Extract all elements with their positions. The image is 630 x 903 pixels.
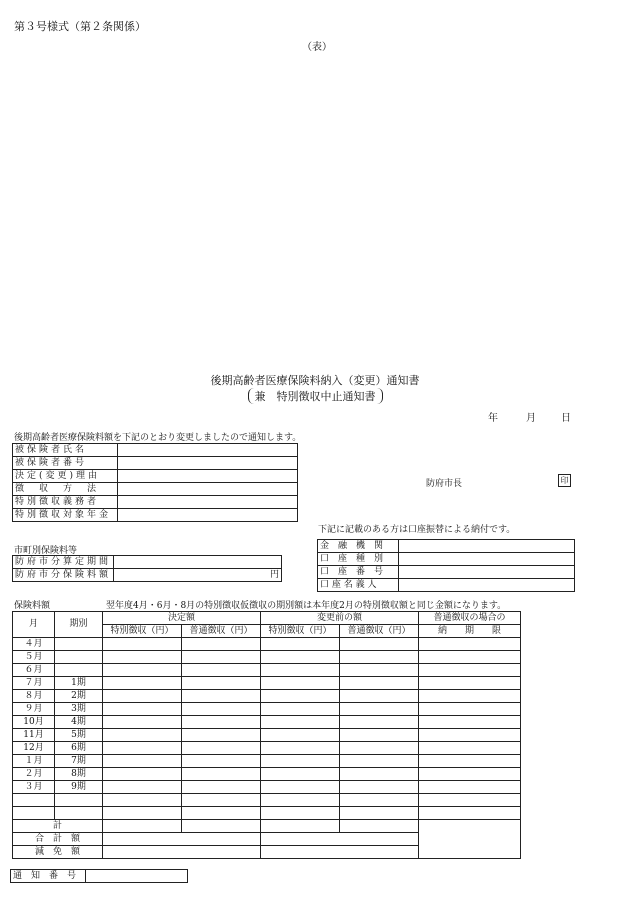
amount-cell	[261, 651, 340, 664]
before-special-header: 特別徴収（円）	[261, 625, 340, 638]
insured-row	[13, 496, 298, 509]
insured-value	[118, 470, 298, 483]
municipal-row	[13, 556, 282, 569]
total-cell	[182, 820, 261, 833]
insured-value	[118, 457, 298, 470]
period-cell: 2期	[55, 690, 103, 703]
amount-cell	[419, 638, 521, 651]
col-before-header: 変更前の額	[261, 612, 419, 625]
amount-cell	[103, 807, 182, 820]
total-cell	[340, 820, 419, 833]
bank-label: 口 座 名 義 人	[318, 579, 399, 592]
amount-cell	[419, 807, 521, 820]
insured-row	[13, 509, 298, 522]
amount-cell	[182, 768, 261, 781]
amount-cell	[261, 690, 340, 703]
amount-cell	[340, 690, 419, 703]
insured-label: 被保険者氏名	[13, 444, 118, 457]
premium-row	[13, 768, 521, 781]
amount-cell	[261, 677, 340, 690]
before-ordinary-header: 普通徴収（円）	[340, 625, 419, 638]
period-cell	[55, 794, 103, 807]
insured-row	[13, 483, 298, 496]
amount-cell	[419, 716, 521, 729]
total-row	[13, 820, 521, 833]
amount-cell	[182, 690, 261, 703]
bank-row	[318, 553, 575, 566]
amount-cell	[103, 742, 182, 755]
premium-row	[13, 755, 521, 768]
bank-value	[399, 553, 575, 566]
municipal-value: 円	[114, 569, 282, 582]
amount-cell	[103, 690, 182, 703]
amount-cell	[340, 768, 419, 781]
month-cell: ３月	[13, 781, 55, 794]
premium-row	[13, 794, 521, 807]
amount-cell	[419, 703, 521, 716]
form-number: 第３号様式（第２条関係）	[14, 20, 146, 33]
month-cell: ８月	[13, 690, 55, 703]
exempt-label: 減 免 額	[13, 846, 103, 859]
insured-value	[118, 509, 298, 522]
total-cell	[261, 820, 340, 833]
period-cell: 6期	[55, 742, 103, 755]
date-month: 月	[526, 413, 536, 424]
bank-label: 口 座 番 号	[318, 566, 399, 579]
insured-label: 徴 収 方 法	[13, 483, 118, 496]
amount-cell	[340, 742, 419, 755]
amount-cell	[340, 638, 419, 651]
insured-row	[13, 470, 298, 483]
bank-value	[399, 540, 575, 553]
amount-cell	[419, 742, 521, 755]
bank-value	[399, 579, 575, 592]
period-cell	[55, 651, 103, 664]
exempt-before-cell	[261, 846, 419, 859]
month-cell: ９月	[13, 703, 55, 716]
municipal-value	[114, 556, 282, 569]
total-label: 計	[13, 820, 103, 833]
amount-cell	[419, 729, 521, 742]
amount-cell	[261, 703, 340, 716]
amount-cell	[419, 690, 521, 703]
premium-row	[13, 664, 521, 677]
insured-label: 被保険者番号	[13, 457, 118, 470]
month-cell: ７月	[13, 677, 55, 690]
col-ordinary-case-header: 普通徴収の場合の	[419, 612, 521, 625]
premium-table	[12, 611, 521, 859]
amount-cell	[419, 677, 521, 690]
month-cell: ２月	[13, 768, 55, 781]
month-cell: １月	[13, 755, 55, 768]
period-cell	[55, 807, 103, 820]
sum-label: 合 計 額	[13, 833, 103, 846]
premium-row	[13, 651, 521, 664]
amount-cell	[340, 703, 419, 716]
period-cell: 5期	[55, 729, 103, 742]
amount-cell	[340, 807, 419, 820]
insured-row	[13, 457, 298, 470]
intro-text: 後期高齢者医療保険料額を下記のとおり変更しましたので通知します。	[14, 433, 302, 443]
col-period-header: 期別	[55, 612, 103, 638]
insured-value	[118, 444, 298, 457]
amount-cell	[261, 768, 340, 781]
bank-label: 口 座 種 別	[318, 553, 399, 566]
amount-cell	[182, 755, 261, 768]
col-month-header: 月	[13, 612, 55, 638]
insured-label: 決定(変更)理由	[13, 470, 118, 483]
sum-decided-cell	[103, 833, 261, 846]
amount-cell	[103, 781, 182, 794]
date-year: 年	[488, 413, 498, 424]
amount-cell	[340, 664, 419, 677]
total-cell	[103, 820, 182, 833]
bank-value	[399, 566, 575, 579]
page-side-label: （表）	[302, 42, 332, 53]
period-cell: 7期	[55, 755, 103, 768]
amount-cell	[261, 755, 340, 768]
amount-cell	[261, 664, 340, 677]
amount-cell	[419, 755, 521, 768]
amount-cell	[261, 794, 340, 807]
amount-cell	[103, 716, 182, 729]
amount-cell	[182, 742, 261, 755]
amount-cell	[419, 651, 521, 664]
document-title: 後期高齢者医療保険料納入（変更）通知書	[210, 374, 420, 387]
amount-cell	[182, 651, 261, 664]
amount-cell	[182, 703, 261, 716]
bank-table	[317, 539, 575, 592]
amount-cell	[103, 794, 182, 807]
premium-row	[13, 638, 521, 651]
amount-cell	[261, 807, 340, 820]
document-subtitle: 兼 特別徴収中止通知書	[0, 388, 630, 404]
seal-mark: 印	[558, 474, 571, 487]
insured-label: 特別徴収義務者	[13, 496, 118, 509]
amount-cell	[182, 781, 261, 794]
amount-cell	[182, 677, 261, 690]
amount-cell	[340, 677, 419, 690]
premium-row	[13, 781, 521, 794]
amount-cell	[419, 794, 521, 807]
amount-cell	[182, 729, 261, 742]
month-cell	[13, 807, 55, 820]
municipal-label: 防府市分算定期間	[13, 556, 114, 569]
bank-label: 金 融 機 関	[318, 540, 399, 553]
amount-cell	[261, 729, 340, 742]
date-day: 日	[561, 413, 571, 424]
bank-row	[318, 540, 575, 553]
amount-cell	[261, 716, 340, 729]
due-blank-cell	[419, 820, 521, 859]
insured-row	[13, 444, 298, 457]
mayor-label: 防府市長	[426, 479, 463, 489]
premium-row	[13, 807, 521, 820]
premium-row	[13, 690, 521, 703]
period-cell: 4期	[55, 716, 103, 729]
insured-value	[118, 496, 298, 509]
month-cell: ４月	[13, 638, 55, 651]
insured-label: 特別徴収対象年金	[13, 509, 118, 522]
premium-row	[13, 729, 521, 742]
premium-row	[13, 742, 521, 755]
period-cell	[55, 664, 103, 677]
notice-number-table	[10, 869, 188, 883]
amount-cell	[182, 794, 261, 807]
month-cell: 10月	[13, 716, 55, 729]
amount-cell	[419, 781, 521, 794]
municipal-table	[12, 555, 282, 582]
period-cell	[55, 638, 103, 651]
amount-cell	[182, 807, 261, 820]
amount-cell	[103, 638, 182, 651]
amount-cell	[340, 716, 419, 729]
amount-cell	[340, 781, 419, 794]
municipal-label: 防府市分保険料額	[13, 569, 114, 582]
amount-cell	[103, 703, 182, 716]
amount-cell	[261, 781, 340, 794]
notice-number-value	[86, 870, 188, 883]
amount-cell	[103, 729, 182, 742]
amount-cell	[419, 664, 521, 677]
amount-cell	[261, 638, 340, 651]
insured-info-table	[12, 443, 298, 522]
period-cell: 3期	[55, 703, 103, 716]
amount-cell	[340, 729, 419, 742]
month-cell: ５月	[13, 651, 55, 664]
amount-cell	[261, 742, 340, 755]
premium-row	[13, 677, 521, 690]
premium-title: 保険料額	[14, 601, 51, 611]
amount-cell	[103, 677, 182, 690]
amount-cell	[419, 768, 521, 781]
bank-row	[318, 579, 575, 592]
municipal-title: 市町別保険料等	[14, 546, 78, 556]
col-decided-header: 決定額	[103, 612, 261, 625]
decided-ordinary-header: 普通徴収（円）	[182, 625, 261, 638]
bank-note: 下記に記載のある方は口座振替による納付です。	[318, 525, 516, 535]
premium-row	[13, 716, 521, 729]
amount-cell	[182, 664, 261, 677]
month-cell: 11月	[13, 729, 55, 742]
period-cell: 9期	[55, 781, 103, 794]
month-cell: ６月	[13, 664, 55, 677]
amount-cell	[103, 651, 182, 664]
due-date-header: 納 期 限	[419, 625, 521, 638]
insured-value	[118, 483, 298, 496]
amount-cell	[103, 755, 182, 768]
amount-cell	[182, 638, 261, 651]
month-cell	[13, 794, 55, 807]
amount-cell	[182, 716, 261, 729]
amount-cell	[340, 651, 419, 664]
municipal-row	[13, 569, 282, 582]
exempt-decided-cell	[103, 846, 261, 859]
decided-special-header: 特別徴収（円）	[103, 625, 182, 638]
amount-cell	[340, 794, 419, 807]
period-cell: 8期	[55, 768, 103, 781]
amount-cell	[103, 664, 182, 677]
month-cell: 12月	[13, 742, 55, 755]
premium-row	[13, 703, 521, 716]
sum-before-cell	[261, 833, 419, 846]
notice-number-label: 通 知 番 号	[11, 870, 86, 883]
amount-cell	[103, 768, 182, 781]
bank-row	[318, 566, 575, 579]
premium-note: 翌年度4月・6月・8月の特別徴収仮徴収の期別額は本年度2月の特別徴収額と同じ金額になります。	[106, 601, 507, 611]
amount-cell	[340, 755, 419, 768]
period-cell: 1期	[55, 677, 103, 690]
